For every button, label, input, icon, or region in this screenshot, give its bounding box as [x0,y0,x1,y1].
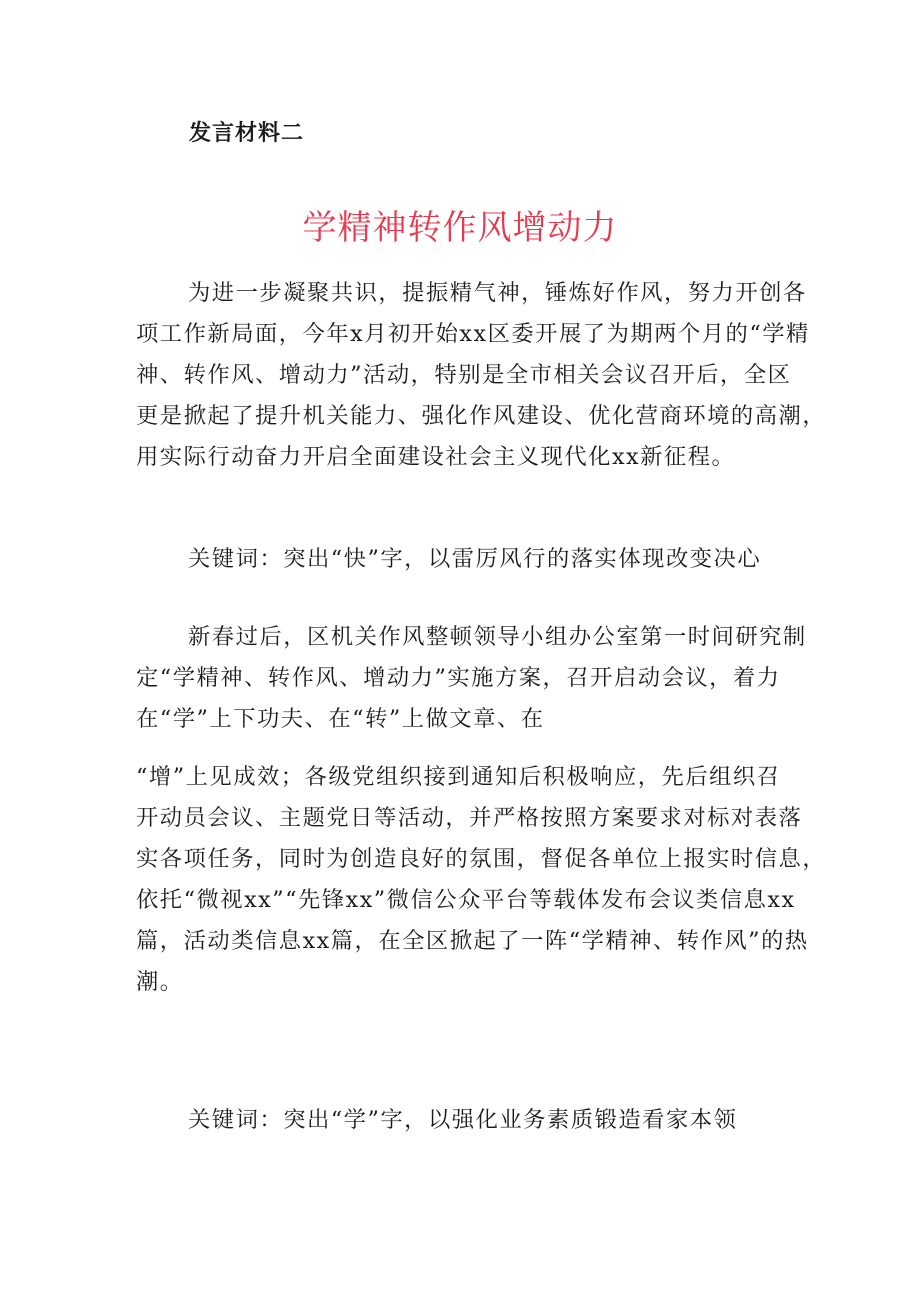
paragraph-line: 篇，活动类信息xx篇，在全区掀起了一阵“学精神、转作风”的热 [136,928,809,954]
paragraph-line: 项工作新局面，今年x月初开始xx区委开展了为期两个月的“学精 [136,321,810,347]
paragraph-line: 新春过后，区机关作风整顿领导小组办公室第一时间研究制 [188,624,807,650]
paragraph-line: 潮。 [136,969,184,995]
body-paragraph [136,757,827,1003]
intro-paragraph [136,273,827,478]
paragraph-line: 开动员会议、主题党日等活动，并严格按照方案要求对标对表落 [136,805,803,831]
material-label: 发言材料二 [189,121,305,146]
body-paragraph [136,617,807,740]
keyword-line: 关键词：突出“快”字，以雷厉风行的落实体现改变决心 [188,546,762,572]
document-title: 学精神转作风增动力 [302,208,618,248]
paragraph-line: 定“学精神、转作风、增动力”实施方案，召开启动会议，着力 [136,665,781,691]
keyword-heading [136,539,794,580]
paragraph-line: 实各项任务，同时为创造良好的氛围，督促各单位上报实时信息， [136,846,827,872]
paragraph-line: 用实际行动奋力开启全面建设社会主义现代化xx新征程。 [136,444,736,470]
keyword-line: 关键词：突出“学”字，以强化业务素质锻造看家本领 [188,1107,738,1133]
paragraph-line: 在“学”上下功夫、在“转”上做文章、在 [136,706,545,732]
paragraph-line: 神、转作风、增动力”活动，特别是全市相关会议召开后，全区 [136,362,792,388]
paragraph-line: 依托“微视xx”“先锋xx”微信公众平台等载体发布会议类信息xx [136,887,796,913]
paragraph-line: 更是掀起了提升机关能力、强化作风建设、优化营商环境的高潮， [136,403,827,429]
paragraph-line: “增”上见成效；各级党组织接到通知后积极响应，先后组织召 [136,764,781,790]
keyword-heading [136,1100,794,1141]
paragraph-line: 为进一步凝聚共识，提振精气神，锤炼好作风，努力开创各 [188,280,807,306]
